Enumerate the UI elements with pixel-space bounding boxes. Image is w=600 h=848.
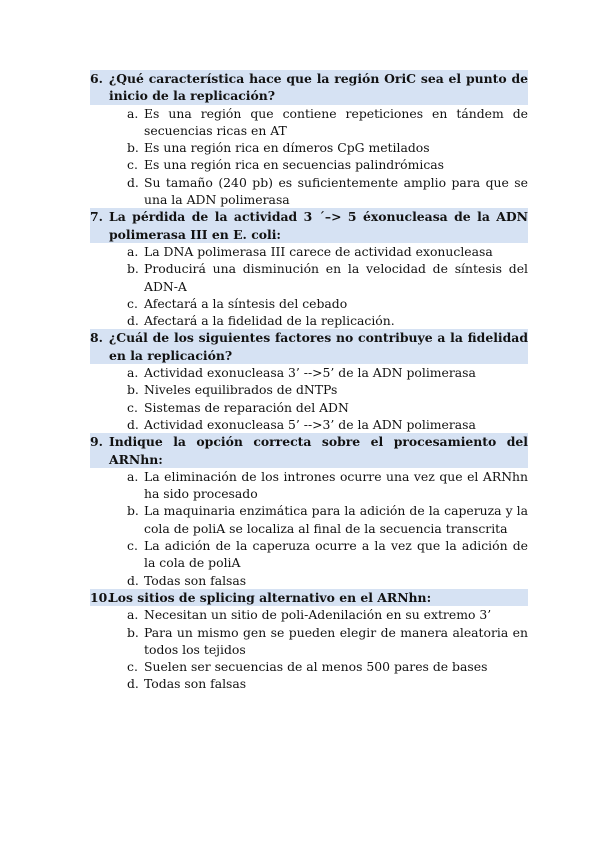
question-8: [90, 329, 528, 433]
option-text: Actividad exonucleasa 5’ -->3’ de la ADN polimerasa: [144, 416, 476, 432]
option-text: Necesitan un sitio de poli-Adenilación en su extremo 3’: [144, 607, 492, 623]
option-a: [127, 105, 528, 140]
option-letter: a.: [127, 607, 139, 623]
question-9: [90, 433, 528, 589]
question-number: 7.: [90, 209, 103, 225]
option-list: [90, 606, 528, 692]
option-list: [90, 468, 528, 589]
option-letter: c.: [127, 399, 138, 415]
option-a: [127, 606, 528, 623]
option-d: [127, 312, 528, 329]
option-letter: b.: [127, 624, 139, 640]
option-d: [127, 675, 528, 692]
option-b: [127, 624, 528, 659]
option-text: Es una región que contiene repeticiones en tándem de secuencias ricas en AT: [144, 105, 528, 138]
option-b: [127, 139, 528, 156]
question-10: [90, 589, 528, 693]
question-number: 6.: [90, 71, 103, 86]
option-text: La maquinaria enzimática para la adición de la caperuza y la cola de poliA se localiza al final de la secuencia transcrita: [144, 503, 528, 536]
option-letter: d.: [127, 313, 139, 329]
option-text: Todas son falsas: [144, 676, 247, 692]
question-number: 9.: [90, 434, 103, 450]
option-d: [127, 572, 528, 589]
question-text: Indique la opción correcta sobre el procesamiento del ARNhn:: [109, 434, 528, 467]
question-text: La pérdida de la actividad 3 ´–> 5 éxonucleasa de la ADN polimerasa III en E. coli:: [109, 209, 528, 242]
option-text: Todas son falsas: [144, 572, 247, 588]
option-letter: c.: [127, 295, 138, 311]
option-text: Suelen ser secuencias de al menos 500 pares de bases: [144, 659, 488, 675]
question-title: [90, 70, 528, 105]
option-letter: d.: [127, 572, 139, 588]
question-6: [90, 70, 528, 208]
option-letter: c.: [127, 659, 138, 675]
option-letter: d.: [127, 416, 139, 432]
option-d: [127, 174, 528, 209]
question-title: [90, 589, 528, 606]
option-letter: a.: [127, 365, 139, 381]
option-text: Su tamaño (240 pb) es suficientemente amplio para que se una la ADN polimerasa: [144, 174, 528, 208]
question-list: [90, 70, 528, 693]
option-text: Afectará a la fidelidad de la replicación.: [144, 313, 395, 329]
option-text: Es una región rica en secuencias palindrómicas: [144, 157, 445, 173]
option-list: [90, 105, 528, 209]
option-text: Sistemas de reparación del ADN: [144, 399, 349, 415]
option-c: [127, 156, 528, 173]
option-list: [90, 364, 528, 433]
option-b: [127, 502, 528, 537]
option-d: [127, 416, 528, 433]
question-7: [90, 208, 528, 329]
option-c: [127, 399, 528, 416]
question-text: Los sitios de splicing alternativo en el ARNhn:: [109, 589, 432, 605]
option-list: [90, 243, 528, 329]
option-c: [127, 537, 528, 572]
option-a: [127, 364, 528, 381]
option-letter: a.: [127, 243, 139, 259]
question-text: ¿Cuál de los siguientes factores no contribuye a la fidelidad en la replicación?: [109, 330, 528, 363]
option-text: Niveles equilibrados de dNTPs: [144, 382, 338, 398]
option-letter: b.: [127, 382, 139, 398]
question-text: ¿Qué característica hace que la región OriC sea el punto de inicio de la replicación?: [109, 71, 528, 104]
option-text: Actividad exonucleasa 3’ -->5’ de la ADN polimerasa: [144, 365, 476, 381]
option-letter: b.: [127, 503, 139, 519]
option-text: La DNA polimerasa III carece de actividad exonucleasa: [144, 243, 493, 259]
option-text: Producirá una disminución en la velocidad de síntesis del ADN-A: [144, 261, 528, 294]
option-text: Afectará a la síntesis del cebado: [144, 295, 348, 311]
option-c: [127, 295, 528, 312]
option-letter: d.: [127, 676, 139, 692]
option-letter: a.: [127, 468, 139, 484]
option-letter: c.: [127, 538, 138, 554]
option-letter: c.: [127, 157, 138, 173]
question-title: [90, 208, 528, 243]
option-letter: a.: [127, 105, 139, 121]
question-title: [90, 433, 528, 468]
option-text: Es una región rica en dímeros CpG metilados: [144, 140, 430, 156]
option-a: [127, 243, 528, 260]
option-a: [127, 468, 528, 503]
option-letter: b.: [127, 261, 139, 277]
option-letter: d.: [127, 174, 139, 190]
option-text: La eliminación de los intrones ocurre una vez que el ARNhn ha sido procesado: [144, 468, 528, 502]
question-title: [90, 329, 528, 364]
option-letter: b.: [127, 140, 139, 156]
question-number: 10.: [90, 589, 112, 605]
option-b: [127, 260, 528, 295]
option-text: La adición de la caperuza ocurre a la vez que la adición de la cola de poliA: [144, 538, 528, 571]
question-number: 8.: [90, 330, 103, 346]
option-text: Para un mismo gen se pueden elegir de manera aleatoria en todos los tejidos: [144, 624, 528, 657]
option-b: [127, 381, 528, 398]
option-c: [127, 658, 528, 675]
